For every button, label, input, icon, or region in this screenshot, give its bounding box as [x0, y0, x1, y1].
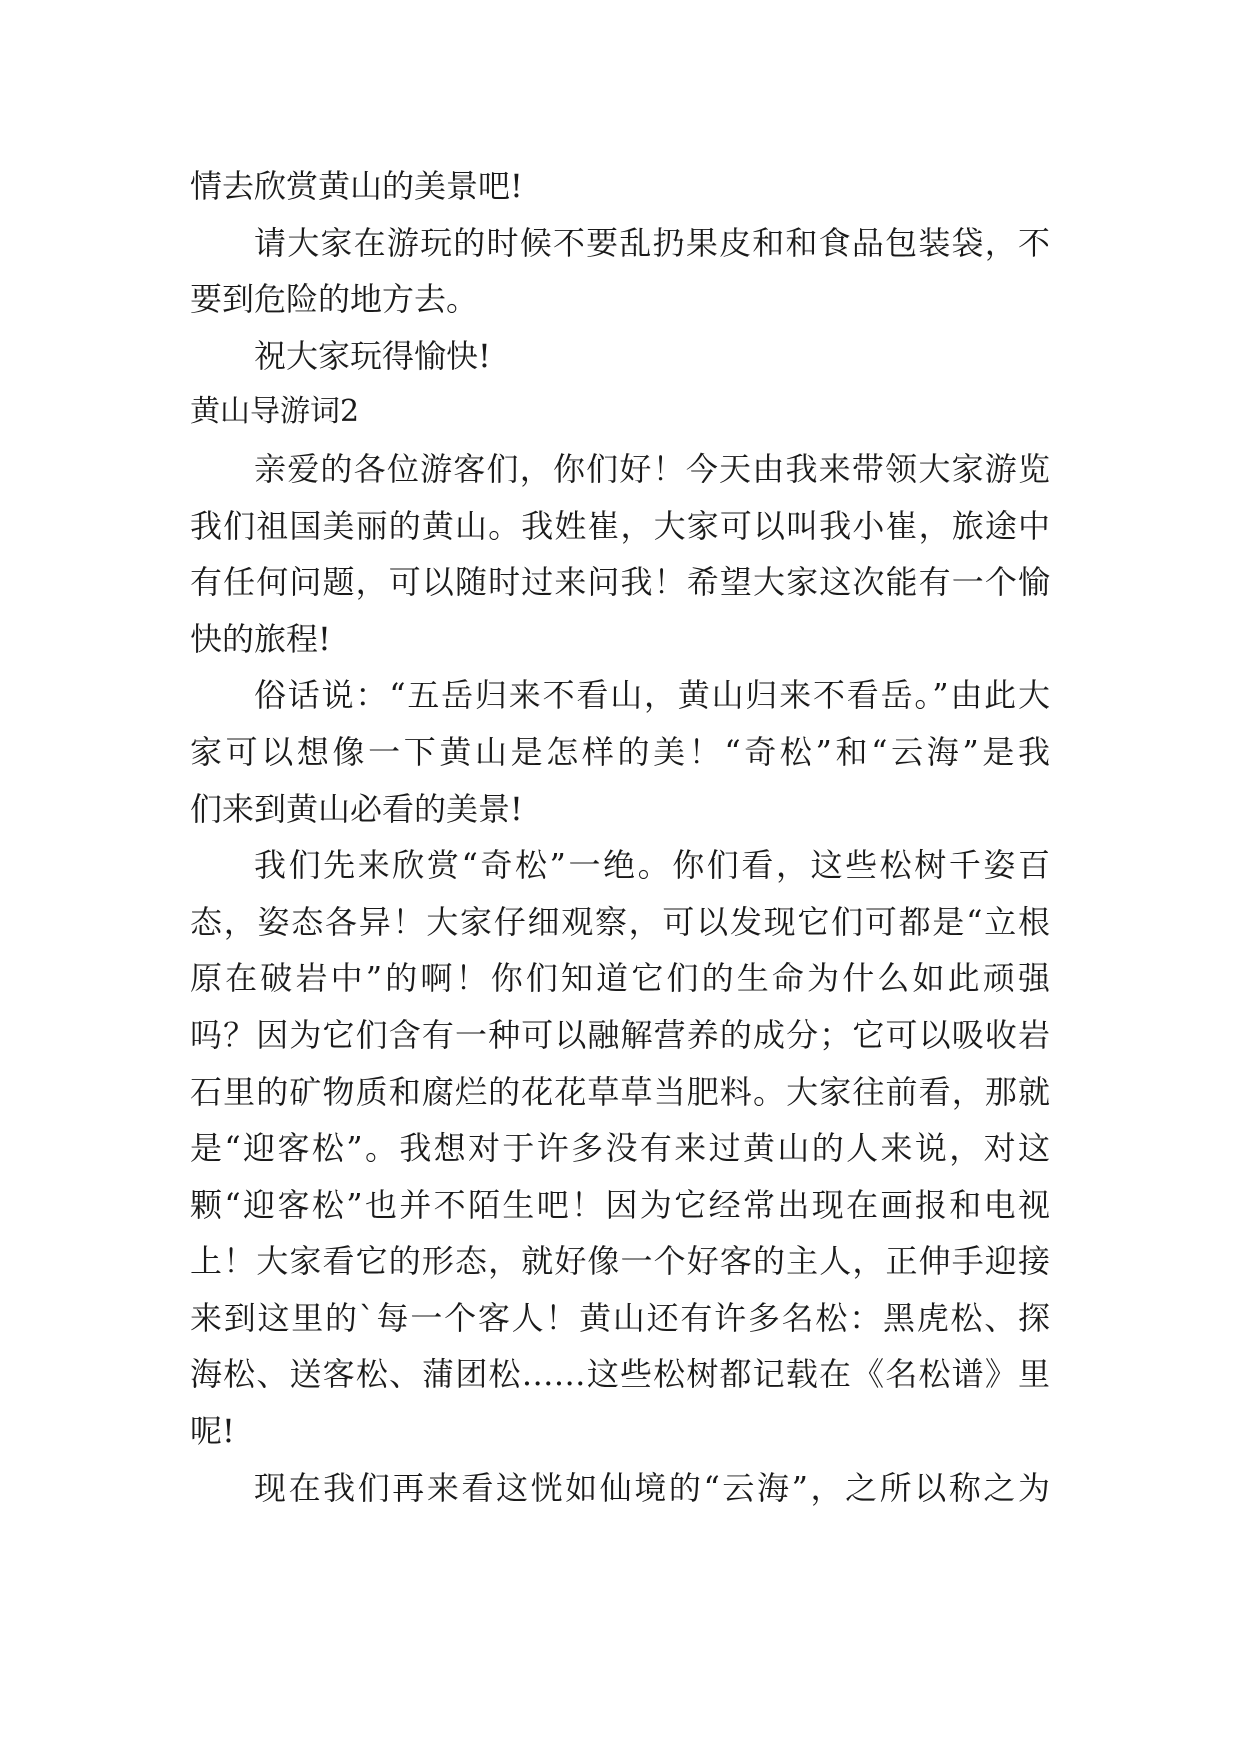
text-line: 是“迎客松”。我想对于许多没有来过黄山的人来说，对这 [190, 1129, 1050, 1168]
paragraph-first-line: 我们先来欣赏“奇松”一绝。你们看，这些松树千姿百 [254, 846, 1050, 885]
text-line: 要到危险的地方去。 [190, 280, 479, 319]
section-heading: 黄山导游词2 [190, 394, 360, 430]
paragraph-first-line: 请大家在游玩的时候不要乱扔果皮和和食品包装袋，不 [254, 223, 1050, 262]
text-line: 石里的矿物质和腐烂的花花草草当肥料。大家往前看，那就 [190, 1072, 1050, 1111]
text-line: 上！大家看它的形态，就好像一个好客的主人，正伸手迎接 [190, 1242, 1050, 1281]
text-line: 快的旅程! [190, 619, 331, 658]
paragraph-first-line: 祝大家玩得愉快! [254, 336, 491, 375]
text-line: 颗“迎客松”也并不陌生吧！因为它经常出现在画报和电视 [190, 1185, 1050, 1224]
text-line: 吗？因为它们含有一种可以融解营养的成分；它可以吸收岩 [190, 1015, 1050, 1054]
paragraph-first-line: 亲爱的各位游客们，你们好！今天由我来带领大家游览 [254, 449, 1050, 488]
text-line: 海松、送客松、蒲团松……这些松树都记载在《名松谱》里 [190, 1355, 1050, 1394]
text-line: 情去欣赏黄山的美景吧! [190, 167, 523, 205]
text-line: 来到这里的`每一个客人！黄山还有许多名松：黑虎松、探 [190, 1298, 1050, 1337]
text-line: 们来到黄山必看的美景! [190, 789, 523, 828]
text-line: 家可以想像一下黄山是怎样的美！“奇松”和“云海”是我 [190, 732, 1050, 771]
document-body [190, 158, 1050, 1516]
text-line: 呢! [190, 1412, 235, 1451]
text-line: 态，姿态各异！大家仔细观察，可以发现它们可都是“立根 [190, 902, 1050, 941]
paragraph-first-line: 现在我们再来看这恍如仙境的“云海”，之所以称之为 [254, 1468, 1050, 1507]
text-line: 原在破岩中”的啊！你们知道它们的生命为什么如此顽强 [190, 959, 1050, 998]
text-line: 有任何问题，可以随时过来问我！希望大家这次能有一个愉 [190, 563, 1050, 602]
text-line: 我们祖国美丽的黄山。我姓崔，大家可以叫我小崔，旅途中 [190, 506, 1050, 545]
paragraph-first-line: 俗话说：“五岳归来不看山，黄山归来不看岳。”由此大 [254, 676, 1050, 715]
